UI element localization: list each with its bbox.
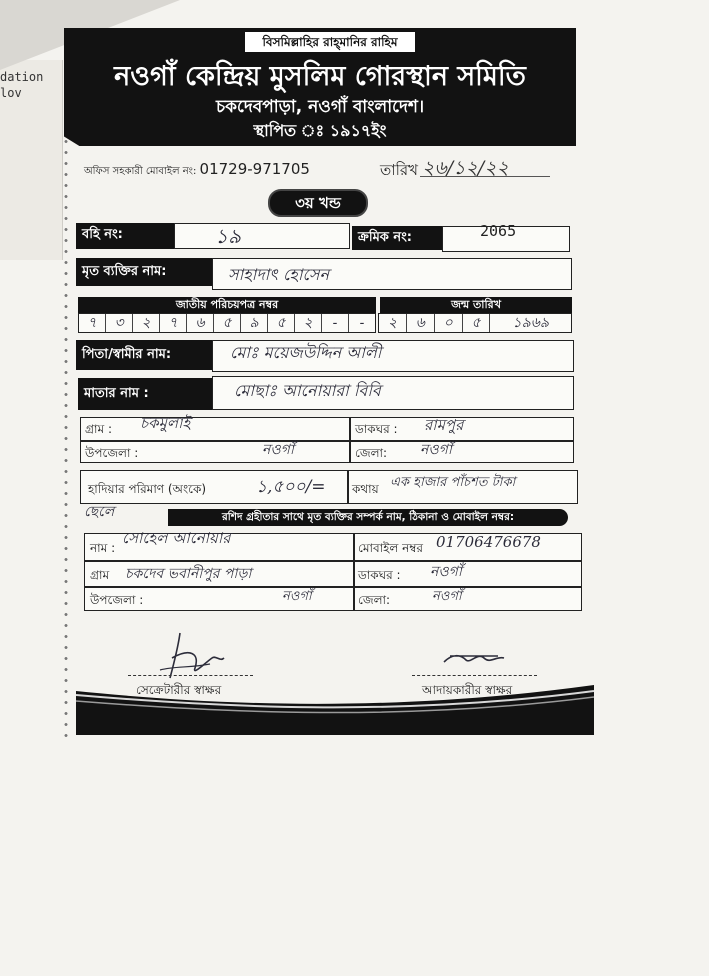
dob-digit: ১৯৬৯: [512, 315, 549, 331]
recipient-mobile-label: মোবাইল নম্বর: [358, 541, 424, 555]
nid-digit: ৭: [79, 314, 106, 332]
collector-signature: [440, 648, 520, 672]
nid-digit: ২: [133, 314, 160, 332]
relation-value: ছেলে: [84, 504, 115, 520]
established-year: স্থাপিত ঃ ১৯১৭ইং: [253, 121, 387, 140]
recipient-upazila-label: উপজেলা :: [90, 593, 144, 607]
date-value: ২৬/১২/২২: [422, 157, 509, 179]
nid-digit: ৯: [241, 314, 268, 332]
hadiya-label: হাদিয়ার পরিমাণ (অংকে): [88, 482, 207, 496]
recipient-upazila-value: নওগাঁ: [282, 589, 312, 604]
serial-no-label: ক্রমিক নং:: [352, 226, 442, 250]
nid-digit: ৫: [268, 314, 295, 332]
dob-digit: ৫: [463, 314, 491, 332]
recipient-mobile-value: 01706476678: [436, 533, 541, 551]
dob-digit-boxes: [378, 313, 572, 333]
village-label: গ্রাম :: [85, 422, 112, 436]
part-badge: ৩য় খন্ড: [268, 189, 368, 217]
words-label: কথায়: [352, 482, 379, 496]
district-label: জেলা:: [355, 446, 388, 460]
nid-digit: ২: [295, 314, 322, 332]
village-value: চকমুলাই: [140, 414, 191, 432]
village-cell: [80, 417, 350, 441]
postoffice-value: রামপুর: [424, 416, 464, 434]
footer-swoosh: [76, 683, 594, 735]
recipient-name-label: নাম :: [90, 541, 116, 555]
book-no-value: ১৯: [215, 224, 241, 248]
serial-no-value: 2065: [480, 222, 517, 240]
book-no-box: [174, 223, 350, 249]
recipient-postoffice-label: ডাকঘর :: [358, 568, 401, 582]
nid-digit: ৬: [187, 314, 214, 332]
organization-address: চকদেবপাড়া, নওগাঁ বাংলাদেশ।: [215, 97, 425, 117]
nid-digit: -: [322, 314, 349, 332]
mother-name-value: মোছাঃ আনোয়ারা বিবি: [234, 381, 381, 400]
recipient-ribbon: রশিদ গ্রহীতার সাথে মৃত ব্যক্তির সম্পর্ক নাম, ঠিকানা ও মোবাইল নম্বর:: [168, 509, 568, 526]
nid-digit: ৫: [214, 314, 241, 332]
office-mobile-line: [84, 160, 310, 181]
recipient-district-value: নওগাঁ: [432, 589, 462, 604]
secretary-signature-line: [128, 675, 253, 676]
bismillah-text: বিসমিল্লাহির রাহ্‌মানির রাহিম: [245, 32, 415, 52]
deceased-name-value: সাহাদাৎ হোসেন: [228, 265, 330, 284]
recipient-village-value: চকদেব ভবানীপুর পাড়া: [125, 566, 252, 582]
secretary-signature-label: সেক্রেটারীর স্বাক্ষর: [136, 683, 222, 697]
recipient-name-value: সোহেল আনোয়ার: [122, 529, 231, 547]
father-name-value: মোঃ ময়েজউদ্দিন আলী: [230, 343, 382, 362]
nid-header: জাতীয় পরিচয়পত্র নম্বর: [78, 297, 376, 313]
father-name-label: পিতা/স্বামীর নাম:: [76, 340, 212, 370]
nid-digit-boxes: [78, 313, 376, 333]
underlying-text-1: dation: [0, 70, 44, 84]
date-underline: [420, 176, 550, 177]
upazila-label: উপজেলা :: [85, 446, 139, 460]
district-value: নওগাঁ: [420, 442, 452, 458]
underlying-text-2: lov: [0, 86, 22, 100]
perforation-edge: [62, 70, 70, 740]
hadiya-value: ১,৫০০/=: [256, 477, 326, 497]
recipient-district-label: জেলা:: [358, 593, 391, 607]
nid-digit: ৭: [160, 314, 187, 332]
dob-digit: ০: [435, 314, 463, 332]
dob-digit: ২: [379, 314, 407, 332]
mother-name-label: মাতার নাম :: [78, 378, 212, 410]
nid-digit: -: [359, 315, 365, 331]
words-value: এক হাজার পাঁচশত টাকা: [390, 475, 516, 490]
dob-header: জন্ম তারিখ: [380, 297, 572, 313]
postoffice-label: ডাকঘর :: [355, 422, 398, 436]
book-no-label: বহি নং:: [76, 223, 174, 249]
deceased-name-label: মৃত ব্যক্তির নাম:: [76, 258, 212, 286]
recipient-village-label: গ্রাম: [90, 568, 110, 582]
date-label: তারিখ: [380, 161, 418, 179]
recipient-postoffice-value: নওগাঁ: [430, 564, 462, 580]
upazila-value: নওগাঁ: [262, 442, 294, 458]
dob-digit: ৬: [407, 314, 435, 332]
collector-signature-label: আদায়কারীর স্বাক্ষর: [422, 683, 513, 697]
nid-digit: ৩: [106, 314, 133, 332]
office-mobile-label: অফিস সহকারী মোবাইল নং:: [84, 166, 197, 177]
office-mobile-number: 01729-971705: [199, 160, 310, 178]
collector-signature-line: [412, 675, 537, 676]
organization-name: নওগাঁ কেন্দ্রিয় মুসলিম গোরস্থান সমিতি: [114, 61, 526, 92]
